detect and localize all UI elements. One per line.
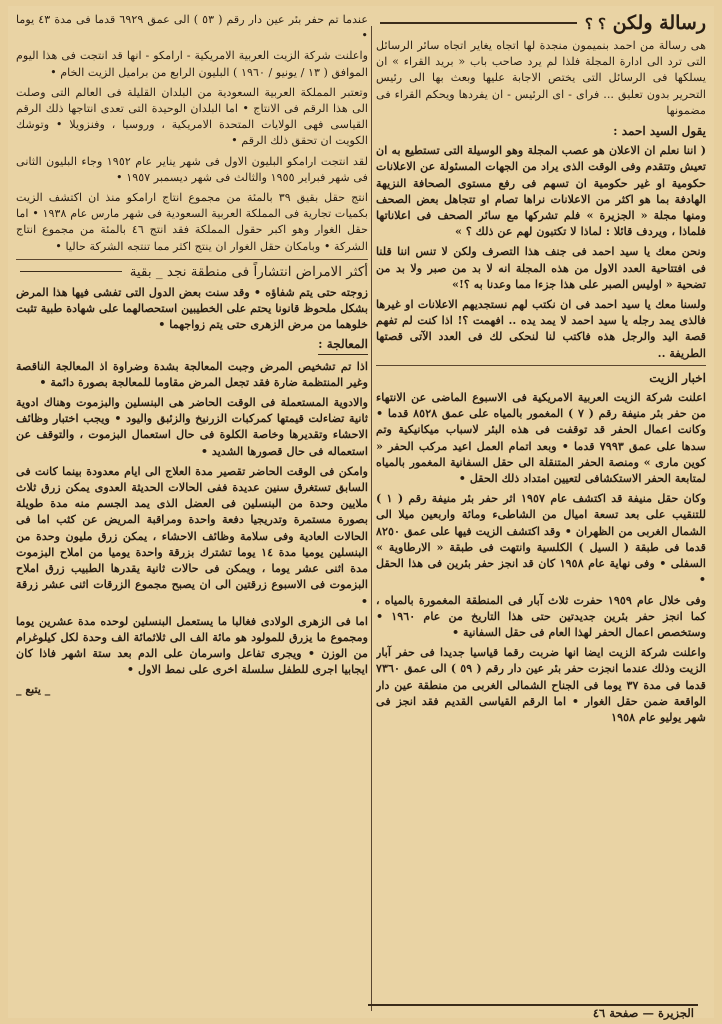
disease-paragraph-3: والادوية المستعملة فى الوقت الحاضر هى البنسلين والبزموت وهناك ادوية ثانية تضاءلت قيمتها كمركبات الزرنيخ والزئبق واليود • ويجب اختبار وظائف الاحشاء وتقديرها وخاصة الكلوة فى حال استعمال البزموت ، والتوقف عن استعماله فى حال قصورها الشديد • <box>16 395 368 458</box>
oil-cont-paragraph-1: عندما تم حفر بئر عين دار رقم ( ٥٣ ) الى عمق ٦٩٢٩ قدما فى مدة ٤٣ يوما • <box>16 13 368 43</box>
oil-cont-paragraph-5: انتج حقل بقيق ٣٩ بالمئة من مجموع انتاج ارامكو منذ ان اكتشف الزيت بكميات تجارية فى المملكة العربية السعودية فى شهر مارس عام ١٩٣٨ • اما حقل الغوار وهو اكبر حقول المملكة فقد انتج ٤٦ بالمئة من مجموع انتاج الشركة • وبامكان حقل الغوار ان ينتج اكثر مما تنتجه الشركة حاليا • <box>16 191 368 253</box>
footer-magazine-name: الجزيرة <box>657 1006 694 1020</box>
disease-paragraph-4: وامكن فى الوقت الحاضر تقصير مدة العلاج الى ايام معدودة بينما كانت فى السابق تستغرق سنين عديدة ففى الحالات الحديثة العدوى يمكن زرق ثلاث ملايين وحدة من البنسلين فى العضل الذى يمد الجسم منه مدة طويلة بصورة مستمرة وتدريجيا دفعة واحدة ومراقبة المريض عن كثب اما فى الحالات العادية وفى سلامة وظائف الاحشاء ، يمكن زرق مليون وحدة من البنسلين يوميا مدة ١٤ يوما تشترك بزرقة واحدة يوميا من املاح البزموت مدة اثنى عشر يوما ، ويمكن فى حالات ثانية يقدرها الطبيب زرق املاح البزموت فى الاسبوع زرقتين الى ان يصبح مجموع الزرقات اثنى عشر زرقة • <box>16 463 368 608</box>
disease-title-line <box>20 271 122 272</box>
disease-paragraph-5: اما فى الزهرى الولادى فغالبا ما يستعمل البنسلين لوحده مدة عشرين يوما ومجموع ما يزرق للمولود هو مائة الف الى ثلاثمائة الف وحدة لكل كيلوغرام من الوزن • ويجرى تفاعل واسرمان على الدم بعد ستة اشهر فاذا كان ايجابيا اجرى للطفل سلسلة اخرى على نمط الاول • <box>16 613 368 677</box>
right-column <box>376 12 706 1010</box>
disease-title: أكثر الامراض انتشاراً فى منطقة نجد _ بقية <box>129 263 368 280</box>
disease-paragraph-1: زوجته حتى يتم شفاؤه • وقد سنت بعض الدول التى تفشى فيها هذا المرض بشكل ملحوظ قانونا يحتم على الخطيبين استحصالهما على شهادة طبية تثبت خلوهما من مرض الزهرى حتى يتم زواجهما • <box>16 284 368 332</box>
left-column <box>16 12 368 1010</box>
footer-separator: — <box>642 1006 654 1020</box>
letter-title: رسالة ولكن ؟ ؟ <box>584 12 706 34</box>
oil-news-paragraph-1: اعلنت شركة الزيت العربية الامريكية فى الاسبوع الماضى عن الانتهاء من حفر بئر منيفة رقم ( ٧ ) المغمور بالمياه على عمق ٨٥٢٨ قدما • وكانت اعمال الحفر قد توقفت فى هذه البئر لاسباب ميكانيكية وتم سدها على عمق ٧٩٩٣ قدما • وبعد اتمام العمل اعيد مركب الحفر « كوين مارى » ومنصة الحفر المتنقلة الى حقل السفانية المغمور بالمياه لمتابعة الحفر الاستكشافى لتعيين امتداد ذلك الحقل • <box>376 390 706 486</box>
section-divider-left <box>16 259 368 260</box>
oil-news-paragraph-2: وكان حقل منيفة قد اكتشف عام ١٩٥٧ اثر حفر بئر منيفة رقم ( ١ ) للتنقيب على بعد تسعة اميال من الشاطىء ومائة واربعين ميلا الى الشمال الغربى من الظهران • وقد اكتشف الزيت فيها على عمق ٨٢٥٠ قدما فى طبقة ( السيل ) الكلسية وانتهت فى طبقة « الارطاوية » السفلى • وفى نهاية عام ١٩٥٨ كان قد انجز حفر بئرين فى هذا الحقل • <box>376 491 706 587</box>
reply-paragraph-1: ونحن معك يا سيد احمد فى جنف هذا التصرف ولكن لا تنس اننا قلنا فى افتتاحية العدد الاول من هذه المجلة انه لا بد من صبر ولا بد من تضحية « اوليس الصبر على هذا جزءا مما وعدنا به ؟!» <box>376 244 706 291</box>
oil-cont-paragraph-3: وتعتبر المملكة العربية السعودية من البلدان القليلة فى العالم التى وصلت الى هذا الرقم فى الانتاج • اما البلدان الوحيدة التى تعدى انتاجها ذلك الرقم القياسى فهى الولايات المتحدة الامريكية ، وروسيا ، وفنزويلا • وتوشك الكويت ان تحقق ذلك الرقم • <box>16 85 368 148</box>
magazine-page <box>8 6 714 1018</box>
continued-note: _ يتبع _ <box>16 682 51 696</box>
says-heading: يقول السيد احمد : <box>613 124 706 139</box>
treatment-heading: المعالجة : <box>318 336 368 354</box>
footer-page-number: صفحة ٤٦ <box>592 1006 639 1020</box>
title-underline <box>380 22 577 24</box>
letter-header <box>376 12 706 34</box>
column-divider <box>371 26 372 1011</box>
disease-header <box>16 264 368 280</box>
oil-cont-paragraph-4: لقد انتجت ارامكو البليون الاول فى شهر يناير عام ١٩٥٢ وجاء البليون الثانى فى شهر فبراير ١٩٥٥ والثالث فى شهر ديسمبر ١٩٥٧ • <box>16 154 368 184</box>
oil-cont-paragraph-2: واعلنت شركة الزيت العربية الامريكية - ارامكو - انها قد انتجت فى هذا اليوم الموافق ( ١٣ / يونيو / ١٩٦٠ ) البليون الرابع من براميل الزيت الخام • <box>16 49 368 79</box>
page-footer <box>368 1004 698 1020</box>
reply-paragraph-2: ولسنا معك يا سيد احمد فى ان نكتب لهم نستجديهم الاعلانات او غيرها فالذى يمد رجله يا سيد احمد لا يمد يده .. افهمت ؟! اذا كنت لم تفهم قصة اليد والرجل هذه فاكتب لنا لنحكى لك فى العدد الآتى قصتها الطريفة .. <box>376 297 706 360</box>
treatment-heading-wrap <box>16 336 368 354</box>
oil-news-paragraph-4: واعلنت شركة الزيت ايضا انها ضربت رقما قياسيا جديدا فى حفر آبار الزيت وذلك عندما انجزت حفر بئر عين دار رقم ( ٥٩ ) الى عمق ٧٣٦٠ قدما فى مدة ٣٧ يوما فى الجناح الشمالى الغربى من منطقة عين دار الواقعة ضمن حقل الغوار • اما الرقم القياسى القديم فقد انجز فى شهر يوليو عام ١٩٥٨ <box>376 645 706 724</box>
letter-intro: هى رسالة من احمد بنميمون منجدة لها اتجاه يغاير اتجاه سائر الرسائل التى ترد الى ادارة المجلة فلذا لم يرد صاحب باب « بريد القراء » ان يسلكها فى الرسائل التى يختص الاجابة عليها وبعث بها الى رئيس التحرير بدون تعليق ... فراى - اى الرئيس - ان يفردها ويحكم القراء فى مضمونها <box>376 39 706 117</box>
disease-paragraph-2: اذا تم تشخيص المرض وجبت المعالجة بشدة وضراوة اذ المعالجة الناقصة وغير المنتظمة ضارة فقد تجعل المرض مقاوما للمعالجة بصورة دائمة • <box>16 358 368 389</box>
oil-news-paragraph-3: وفى خلال عام ١٩٥٩ حفرت ثلاث آبار فى المنطقة المغمورة بالمياه ، كما انجز حفر بئرين جديدتين حتى هذا التاريخ من عام ١٩٦٠ • وستخصص اعمال الحفر لهذا العام فى حقل السفانية • <box>376 592 706 639</box>
quote-paragraph: ( اننا نعلم ان الاعلان هو عصب المجلة وهو الوسيلة التى تستطيع به ان تعيش وتتقدم وفى الوقت الذى يراد من الجهات المسئولة عن الاعلانات حكومية او غير حكومية ان تسهم فى رفع مستوى الصحافة النزيهة الهادفة بما هو اكثر من الاعلانات نراها تصام او تتجاهل بعض الصحف ومنها مجلة « الجزيرة » فلم تشركها مع سائر الصحف فى اعلاناتها فلماذا ، ويردف قائلا : لماذا لا تكتبون لهم عن ذلك ؟ » <box>376 143 706 239</box>
section-divider <box>376 365 706 366</box>
oil-news-heading: اخبار الزيت <box>649 370 706 385</box>
